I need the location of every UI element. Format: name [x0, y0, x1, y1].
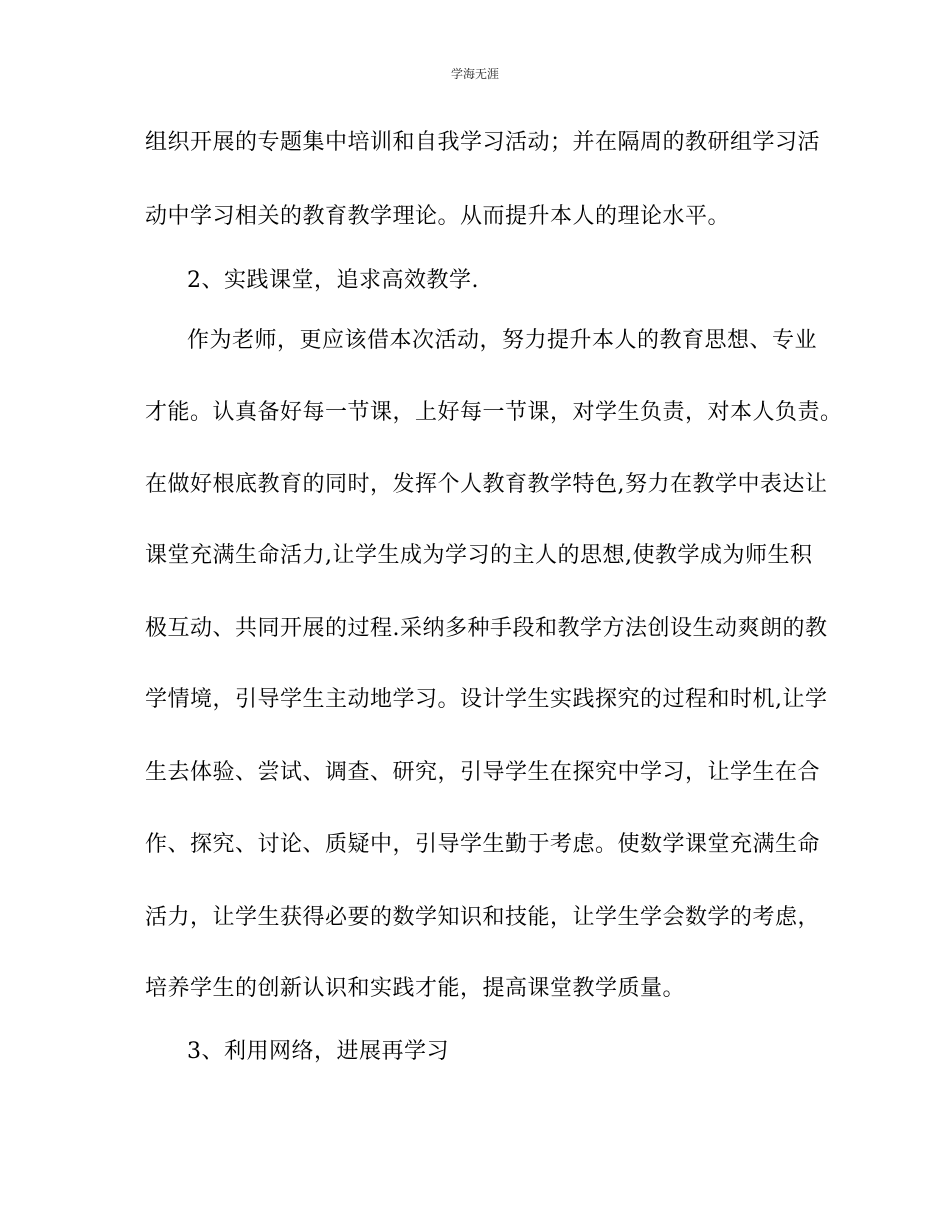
paragraph-line: 组织开展的专题集中培训和自我学习活动；并在隔周的教研组学习活 — [145, 130, 821, 155]
paragraph-line: 活力，让学生获得必要的数学知识和技能，让学生学会数学的考虑， — [145, 905, 821, 930]
paragraph-line: 作为老师，更应该借本次活动，努力提升本人的教育思想、专业 — [187, 328, 818, 353]
paragraph-line: 课堂充满生命活力,让学生成为学习的主人的思想,使教学成为师生积 — [145, 543, 813, 568]
paragraph-line: 作、探究、讨论、质疑中，引导学生勤于考虑。使数学课堂充满生命 — [145, 832, 821, 857]
page-header: 学海无涯 — [450, 67, 499, 81]
paragraph-line: 培养学生的创新认识和实践才能，提高课堂教学质量。 — [145, 976, 686, 1001]
paragraph-line: 极互动、共同开展的过程.采纳多种手段和教学方法创设生动爽朗的教 — [145, 616, 828, 641]
paragraph-line: 生去体验、尝试、调查、研究，引导学生在探究中学习，让学生在合 — [145, 760, 821, 785]
section-heading: 2、实践课堂，追求高效教学. — [187, 268, 479, 293]
paragraph-line: 才能。认真备好每一节课，上好每一节课，对学生负责，对本人负责。 — [145, 400, 843, 425]
paragraph-line: 动中学习相关的教育教学理论。从而提升本人的理论水平。 — [145, 204, 731, 229]
paragraph-line: 在做好根底教育的同时，发挥个人教育教学特色,努力在教学中表达让 — [145, 472, 828, 497]
section-heading: 3、利用网络，进展再学习 — [187, 1039, 449, 1064]
paragraph-line: 学情境，引导学生主动地学习。设计学生实践探究的过程和时机,让学 — [145, 687, 828, 712]
